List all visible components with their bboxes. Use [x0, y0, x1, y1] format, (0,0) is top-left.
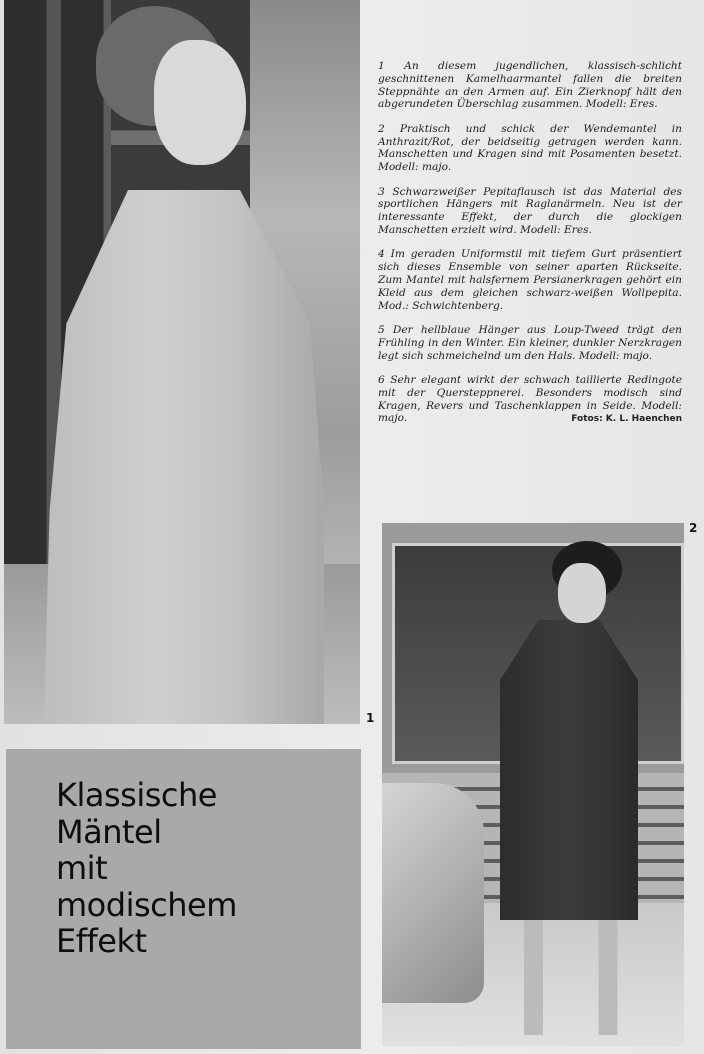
model-face-2 [558, 563, 606, 623]
headline-line-3: mit [56, 849, 108, 887]
headline-line-4: modischem [56, 885, 237, 924]
photo-camel-coat [4, 0, 360, 724]
caption-5: 5 Der hellblaue Hänger aus Loup-Tweed trägt den Frühling in den Winter. Ein kleiner, dunkler Nerzkragen legt sich schmeichelnd um den Hals. Modell: majo. [378, 323, 682, 362]
photo-dark-coat [382, 523, 684, 1046]
caption-column [378, 60, 682, 425]
headline [56, 777, 356, 960]
headline-line-5: Effekt [56, 922, 147, 960]
caption-6: 6 Sehr elegant wirkt der schwach taillierte Redingote mit der Quersteppnerei. Besonders modisch sind Kragen, Revers und Taschenklappen in Seide. Modell: majo. [378, 373, 682, 425]
figure-number-2: 2 [689, 521, 698, 535]
model-face [154, 40, 246, 165]
dark-coat-figure [500, 620, 638, 920]
caption-2: 2 Praktisch und schick der Wendemantel in Anthrazit/Rot, der beidseitig getragen werden kann. Manschetten und Kragen sind mit Posamenten besetzt. Modell: majo. [378, 122, 682, 174]
car-front [382, 783, 484, 1003]
caption-3: 3 Schwarzweißer Pepitaflausch ist das Material des sportlichen Hängers mit Raglanärmeln. Neu ist der interessante Effekt, der durch die glockigen Manschetten erzielt wird. Modell: Eres. [378, 185, 682, 236]
caption-4: 4 Im geraden Uniformstil mit tiefem Gurt präsentiert sich dieses Ensemble von seiner aparten Rückseite. Zum Mantel mit halsfernem Persianerkragen gehört ein Kleid aus dem gleichen schwarz-weißen Wollpepita. Mod.: Schwichtenberg. [378, 248, 682, 312]
figure-number-1: 1 [366, 711, 375, 725]
photo-credit: Fotos: K. L. Haenchen [571, 413, 682, 424]
caption-1: 1 An diesem jugendlichen, klassisch-schlicht geschnittenen Kamelhaarmantel fallen die breiten Steppnähte an den Armen auf. Ein Zierknopf hält den abgerundeten Überschlag zusammen. Modell: Eres. [378, 60, 682, 111]
headline-line-2: Mäntel [56, 812, 162, 851]
headline-panel [6, 749, 361, 1049]
headline-line-1: Klassische [56, 776, 217, 814]
model-legs [512, 920, 632, 1035]
